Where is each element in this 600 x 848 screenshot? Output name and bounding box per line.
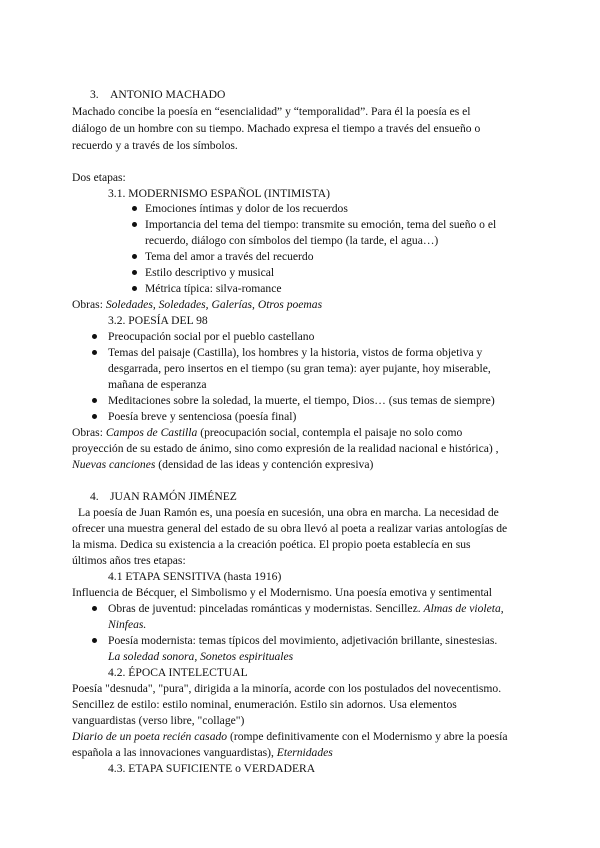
list-item: Temas del paisaje (Castilla), los hombres y la historia, vistos de forma objetiva y xyxy=(108,346,483,359)
dos-etapas-label: Dos etapas: xyxy=(72,171,126,184)
section-3-title: ANTONIO MACHADO xyxy=(110,88,226,101)
bullet-dot xyxy=(92,606,97,611)
list-item: Preocupación social por el pueblo castellano xyxy=(108,330,315,343)
list-item-text: Obras de juventud: pinceladas románticas y modernistas. Sencillez. xyxy=(108,602,424,615)
bullet-dot xyxy=(92,350,97,355)
obras-title: Nuevas canciones xyxy=(72,458,156,471)
bullet-dot xyxy=(92,638,97,643)
paragraph-line: vanguardistas (verso libre, "collage") xyxy=(72,714,245,727)
paragraph-line: ofrecer una muestra general del estado de su obra llevó al poeta a realizar varias antologías de xyxy=(72,522,508,535)
bullet-dot xyxy=(132,222,137,227)
list-item: Poesía breve y sentenciosa (poesía final) xyxy=(108,410,297,423)
subsection-3-1-title: 3.1. MODERNISMO ESPAÑOL (INTIMISTA) xyxy=(108,187,331,200)
list-item: Emociones íntimas y dolor de los recuerdos xyxy=(145,202,348,215)
list-item: Poesía modernista: temas típicos del movimiento, adjetivación brillante, sinestesias. xyxy=(108,634,498,647)
bullet-dot xyxy=(92,414,97,419)
obras-description: (densidad de las ideas y contención expresiva) xyxy=(155,458,374,471)
paragraph-line: Machado concibe la poesía en “esencialidad” y “temporalidad”. Para él la poesía es el xyxy=(72,105,471,118)
obras-description: (rompe definitivamente con el Modernismo y abre la poesía xyxy=(227,730,508,743)
bullet-dot xyxy=(92,334,97,339)
paragraph-line: recuerdo y a través de los símbolos. xyxy=(72,139,238,152)
obras-line xyxy=(72,457,373,473)
paragraph-line: Influencia de Bécquer, el Simbolismo y el Modernismo. Una poesía emotiva y sentimental xyxy=(72,586,493,599)
paragraph-line: La poesía de Juan Ramón es, una poesía en sucesión, una obra en marcha. La necesidad de xyxy=(78,506,499,519)
bullet-dot xyxy=(132,254,137,259)
obras-title: Almas de violeta, xyxy=(423,602,504,615)
obras-title: Ninfeas. xyxy=(108,618,147,631)
list-item: Importancia del tema del tiempo: transmite su emoción, tema del sueño o el xyxy=(145,218,497,231)
list-item-continuation: recuerdo, diálogo con símbolos del tiempo (la tarde, el agua…) xyxy=(145,234,439,247)
obras-line xyxy=(72,297,322,313)
list-item-continuation: mañana de esperanza xyxy=(108,378,207,391)
list-item: Estilo descriptivo y musical xyxy=(145,266,275,279)
bullet-dot xyxy=(132,270,137,275)
paragraph-line: Poesía "desnuda", "pura", dirigida a la minoría, acorde con los postulados del novecentismo. xyxy=(72,682,502,695)
section-4-number: 4. xyxy=(90,490,99,503)
paragraph-line: Sencillez de estilo: estilo nominal, enumeración. Estilo sin adornos. Usa elementos xyxy=(72,698,457,711)
paragraph-line: la misma. Dedica su existencia a la creación poética. El propio poeta establecía en sus xyxy=(72,538,471,551)
section-3-number: 3. xyxy=(90,88,99,101)
subsection-4-1-title: 4.1 ETAPA SENSITIVA (hasta 1916) xyxy=(108,570,282,583)
list-item: Tema del amor a través del recuerdo xyxy=(145,250,314,263)
bullet-dot xyxy=(132,206,137,211)
list-item-continuation: desgarrada, pero insertos en el tiempo (su gran tema): ayer pujante, hoy miserable, xyxy=(108,362,491,375)
obras-title: Diario de un poeta recién casado xyxy=(72,730,228,743)
list-item xyxy=(108,601,504,617)
obras-label: Obras: xyxy=(72,298,103,311)
obras-line xyxy=(72,425,462,441)
obras-line xyxy=(72,745,333,761)
obras-title: La soledad sonora, Sonetos espirituales xyxy=(108,650,294,663)
paragraph-line: últimos años tres etapas: xyxy=(72,554,186,567)
subsection-4-2-title: 4.2. ÉPOCA INTELECTUAL xyxy=(108,666,248,679)
obras-description: española a las innovaciones vanguardistas), xyxy=(72,746,277,759)
list-item: Meditaciones sobre la soledad, la muerte, el tiempo, Dios… (sus temas de siempre) xyxy=(108,394,495,407)
obras-description: (preocupación social, contempla el paisaje no solo como xyxy=(197,426,463,439)
obras-label: Obras: xyxy=(72,426,103,439)
obras-line: proyección de su estado de ánimo, sino como expresión de la realidad nacional e histórica) , xyxy=(72,442,499,455)
subsection-3-2-title: 3.2. POESÍA DEL 98 xyxy=(108,314,208,327)
bullet-dot xyxy=(132,286,137,291)
bullet-dot xyxy=(92,398,97,403)
section-4-title: JUAN RAMÓN JIMÉNEZ xyxy=(110,490,237,503)
obras-title: Campos de Castilla xyxy=(105,426,198,439)
paragraph-line: diálogo de un hombre con su tiempo. Machado expresa el tiempo a través del ensueño o xyxy=(72,122,481,135)
obras-title: Eternidades xyxy=(276,746,333,759)
subsection-4-3-title: 4.3. ETAPA SUFICIENTE o VERDADERA xyxy=(108,762,316,775)
obras-titles: Soledades, Soledades, Galerías, Otros poemas xyxy=(105,298,323,311)
list-item: Métrica típica: silva-romance xyxy=(145,282,282,295)
obras-line xyxy=(72,729,508,745)
